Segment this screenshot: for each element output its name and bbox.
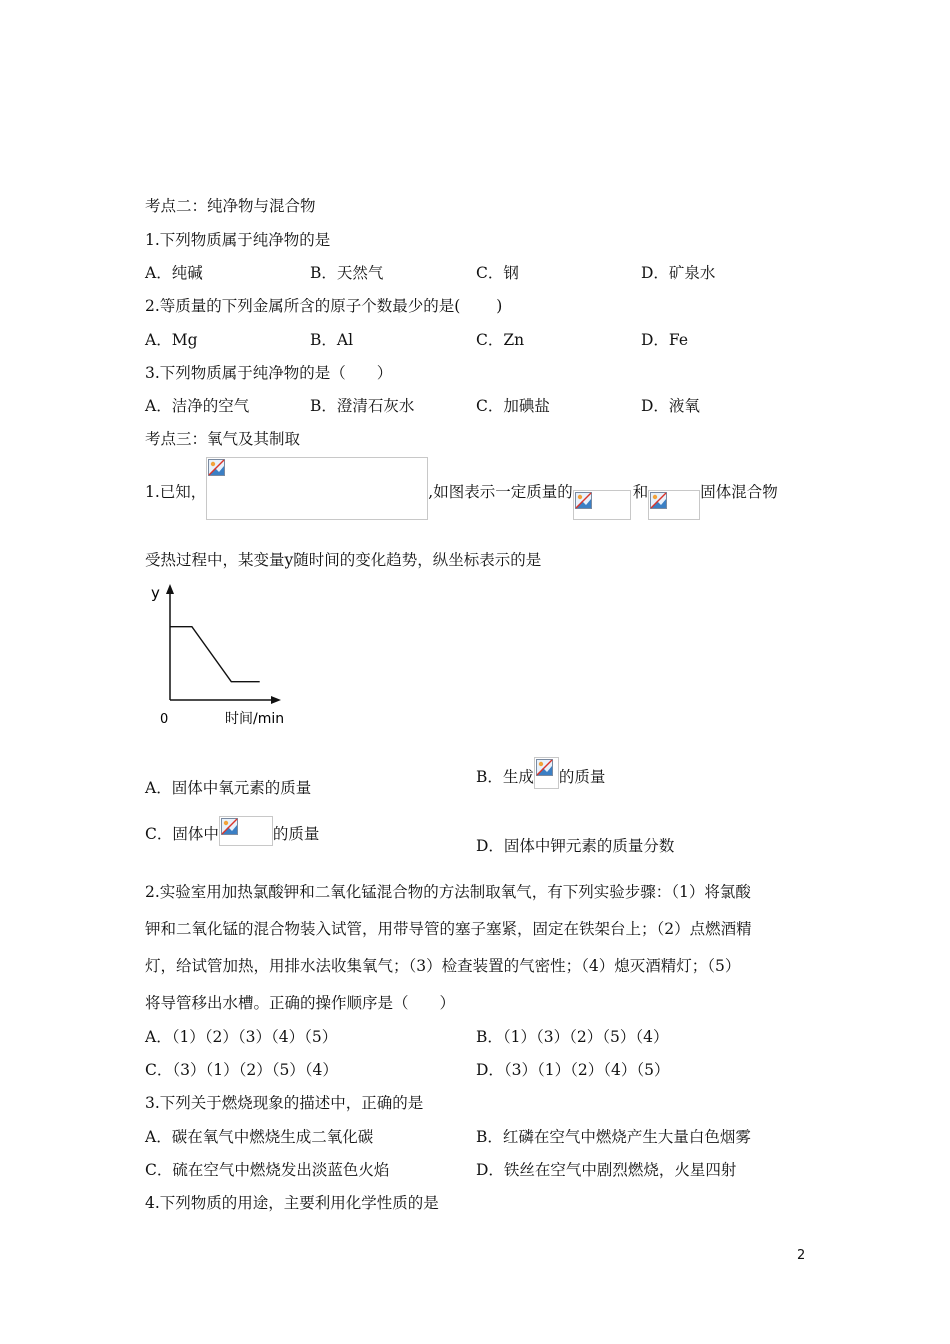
s3-q1-stem-d: 固体混合物 (700, 483, 778, 501)
s3-q2-option-b: B．（1）（3）（2）（5）（4） (476, 1028, 669, 1046)
s3-q3-stem: 3.下列关于燃烧现象的描述中，正确的是 (145, 1094, 424, 1112)
s3-q1-stem-b: ,如图表示一定质量的 (428, 483, 573, 501)
s2-q2-option-a: A．Mg (145, 331, 198, 349)
page-number: 2 (797, 1248, 806, 1263)
formula-image-3 (534, 757, 559, 789)
s3-q1-option-b-prefix: B．生成 (476, 768, 534, 786)
broken-image-icon (650, 492, 667, 509)
s2-q2-option-d: D．Fe (641, 331, 689, 349)
line-chart (140, 578, 310, 738)
s2-q1-option-d: D．矿泉水 (641, 264, 716, 282)
section-title-2: 考点二：纯净物与混合物 (145, 197, 316, 215)
s2-q1-option-c: C．钢 (476, 264, 519, 282)
s2-q1-option-b: B．天然气 (310, 264, 384, 282)
s2-q3-stem: 3.下列物质属于纯净物的是（ ） (145, 364, 393, 382)
s3-q1-option-b-suffix: 的质量 (558, 768, 606, 786)
s3-q1-option-d: D．固体中钾元素的质量分数 (476, 837, 675, 855)
s3-q3-option-b: B．红磷在空气中燃烧产生大量白色烟雾 (476, 1128, 751, 1146)
s2-q1-stem: 1.下列物质属于纯净物的是 (145, 231, 331, 249)
s3-q2-line-2: 钾和二氧化锰的混合物装入试管，用带导管的塞子塞紧，固定在铁架台上；（2）点燃酒精 (145, 920, 752, 938)
s2-q3-option-c: C．加碘盐 (476, 397, 550, 415)
s3-q2-option-d: D．（3）（1）（2）（4）（5） (476, 1061, 670, 1079)
formula-image-1 (573, 490, 631, 520)
y-axis-label: y (151, 584, 160, 602)
broken-image-icon (221, 818, 238, 835)
s2-q3-option-a: A．洁净的空气 (145, 397, 250, 415)
broken-image-icon (208, 459, 225, 476)
s3-q1-option-c-prefix: C．固体中 (145, 825, 219, 843)
equation-image-placeholder (206, 457, 428, 520)
s2-q1-option-a: A．纯碱 (145, 264, 203, 282)
s3-q2-line-3: 灯，给试管加热，用排水法收集氧气；（3）检查装置的气密性；（4）熄灭酒精灯；（5） (145, 957, 741, 975)
s3-q1-option-b (476, 757, 605, 789)
s2-q2-option-b: B．Al (310, 331, 354, 349)
s3-q1-stem-a: 1.已知， (145, 483, 207, 501)
broken-image-icon (536, 759, 553, 776)
x-axis-label: 时间/min (225, 711, 285, 727)
series-line (170, 627, 260, 682)
s3-q2-line-4: 将导管移出水槽。正确的操作顺序是（ ） (145, 994, 456, 1012)
s3-q4-stem: 4.下列物质的用途，主要利用化学性质的是 (145, 1194, 439, 1212)
s3-q3-option-d: D．铁丝在空气中剧烈燃烧，火星四射 (476, 1161, 737, 1179)
s3-q2-option-a: A．（1）（2）（3）（4）（5） (145, 1028, 338, 1046)
s3-q1-stem-c: 和 (632, 483, 649, 501)
s3-q2-line-1: 2.实验室用加热氯酸钾和二氧化锰混合物的方法制取氧气，有下列实验步骤：（1）将氯酸 (145, 883, 751, 901)
s2-q3-option-b: B．澄清石灰水 (310, 397, 415, 415)
section-title-3: 考点三：氧气及其制取 (145, 430, 301, 448)
s3-q1-stem-line1 (145, 457, 778, 520)
origin-label: 0 (160, 712, 169, 727)
s2-q2-option-c: C．Zn (476, 331, 525, 349)
formula-image-4 (219, 816, 273, 846)
s3-q1-option-c (145, 816, 319, 846)
x-axis-arrow (271, 696, 281, 704)
s3-q1-stem-line2: 受热过程中，某变量y随时间的变化趋势，纵坐标表示的是 (145, 551, 542, 569)
s3-q3-option-a: A．碳在氧气中燃烧生成二氧化碳 (145, 1128, 374, 1146)
s3-q1-option-a: A．固体中氧元素的质量 (145, 779, 312, 797)
y-axis-arrow (166, 584, 174, 594)
s2-q3-option-d: D．液氧 (641, 397, 700, 415)
broken-image-icon (575, 492, 592, 509)
formula-image-2 (648, 490, 700, 520)
s2-q2-stem: 2.等质量的下列金属所含的原子个数最少的是( ) (145, 297, 503, 315)
s3-q1-option-c-suffix: 的质量 (272, 825, 320, 843)
s3-q3-option-c: C．硫在空气中燃烧发出淡蓝色火焰 (145, 1161, 390, 1179)
s3-q2-option-c: C．（3）（1）（2）（5）（4） (145, 1061, 338, 1079)
